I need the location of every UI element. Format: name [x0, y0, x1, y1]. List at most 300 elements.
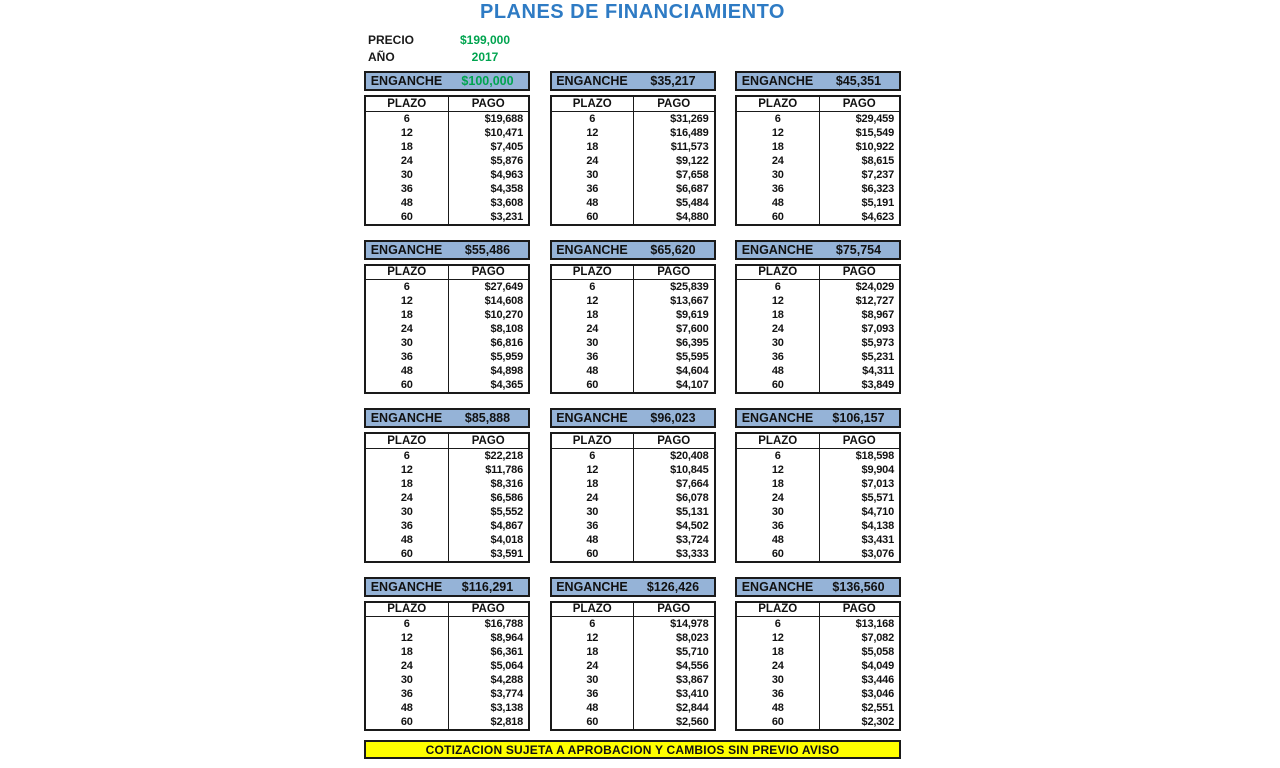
table-row [551, 294, 715, 308]
table-header-row [365, 265, 529, 280]
table-row [736, 168, 900, 182]
plazo-value: 18 [736, 477, 819, 491]
pago-column-header: PAGO [819, 96, 900, 111]
pago-value: $31,269 [670, 112, 709, 125]
enganche-label: ENGANCHE [741, 579, 814, 594]
plan-card [735, 577, 901, 732]
plazo-value: 12 [551, 463, 634, 477]
plazo-value: 24 [551, 659, 634, 673]
pago-value: $5,191 [861, 196, 894, 209]
plazo-value: 60 [365, 715, 448, 730]
plazo-value: 36 [736, 182, 819, 196]
enganche-header [735, 577, 901, 597]
plazo-value: 30 [551, 168, 634, 182]
table-row [551, 111, 715, 126]
plazo-value: 48 [736, 364, 819, 378]
pago-value: $5,231 [861, 351, 894, 363]
table-row [736, 126, 900, 140]
pago-value: $16,788 [484, 618, 523, 630]
pago-value: $3,410 [676, 688, 709, 700]
enganche-header [735, 240, 901, 260]
plazo-value: 24 [736, 154, 819, 168]
pago-value: $14,978 [670, 618, 709, 630]
plazo-value: 48 [365, 364, 448, 378]
pago-value: $13,667 [670, 295, 709, 307]
plazo-value: 18 [365, 308, 448, 322]
plazo-value: 12 [551, 126, 634, 140]
plazo-value: 6 [551, 111, 634, 126]
pago-value: $7,658 [676, 168, 709, 181]
plan-card [735, 71, 901, 226]
plazo-value: 60 [736, 547, 819, 562]
enganche-label: ENGANCHE [370, 411, 443, 425]
pago-value: $15,549 [855, 126, 894, 139]
table-row [736, 294, 900, 308]
pago-value: $6,361 [490, 646, 523, 658]
payment-table [550, 601, 716, 732]
plazo-column-header: PLAZO [365, 265, 448, 280]
payment-table [550, 264, 716, 395]
plan-card [550, 577, 716, 732]
table-row [736, 673, 900, 687]
pago-value: $25,839 [670, 281, 709, 293]
table-row [736, 140, 900, 154]
pago-value: $22,218 [484, 449, 523, 462]
table-header-row [736, 265, 900, 280]
pago-value: $2,551 [861, 702, 894, 714]
plazo-value: 12 [551, 631, 634, 645]
table-row [551, 350, 715, 364]
plazo-value: 30 [365, 505, 448, 519]
ano-row [368, 49, 530, 66]
plazo-value: 48 [551, 533, 634, 547]
plazo-value: 24 [365, 491, 448, 505]
table-row [365, 111, 529, 126]
plazo-value: 30 [736, 336, 819, 350]
table-row [736, 631, 900, 645]
table-row [551, 687, 715, 701]
plazo-value: 36 [551, 519, 634, 533]
plazo-value: 6 [736, 111, 819, 126]
pago-value: $6,395 [676, 337, 709, 349]
plazo-value: 60 [736, 210, 819, 225]
table-row [736, 463, 900, 477]
plazo-value: 36 [736, 350, 819, 364]
plazo-value: 36 [736, 519, 819, 533]
pago-value: $4,623 [861, 210, 894, 223]
plazo-value: 30 [736, 168, 819, 182]
pago-value: $6,323 [861, 182, 894, 195]
table-row [551, 322, 715, 336]
table-row [365, 505, 529, 519]
precio-value: $199,000 [459, 33, 511, 47]
pago-column-header: PAGO [448, 96, 529, 111]
plazo-value: 18 [736, 140, 819, 154]
plazo-value: 12 [736, 294, 819, 308]
plazo-value: 60 [551, 378, 634, 393]
pago-value: $5,876 [490, 154, 523, 167]
table-row [551, 645, 715, 659]
pago-value: $7,237 [861, 168, 894, 181]
pago-value: $5,064 [490, 660, 523, 672]
pago-value: $10,471 [484, 126, 523, 139]
pago-value: $4,867 [490, 519, 523, 532]
plazo-column-header: PLAZO [551, 602, 634, 617]
pago-value: $20,408 [670, 449, 709, 462]
pago-value: $19,688 [484, 112, 523, 125]
plazo-value: 30 [551, 336, 634, 350]
plazo-value: 30 [736, 673, 819, 687]
pago-value: $4,556 [676, 660, 709, 672]
table-row [736, 196, 900, 210]
table-header-row [365, 96, 529, 111]
enganche-header [550, 240, 716, 260]
plazo-value: 18 [736, 308, 819, 322]
pago-value: $5,973 [861, 337, 894, 349]
table-row [365, 547, 529, 562]
plazo-value: 60 [365, 547, 448, 562]
table-row [365, 463, 529, 477]
plazo-value: 36 [365, 687, 448, 701]
plazo-value: 24 [365, 659, 448, 673]
pago-value: $8,316 [490, 477, 523, 490]
plazo-value: 24 [551, 491, 634, 505]
enganche-value: $55,486 [464, 242, 511, 257]
pago-value: $3,724 [676, 533, 709, 546]
table-row [551, 505, 715, 519]
table-row [365, 210, 529, 225]
pago-value: $3,591 [490, 547, 523, 560]
enganche-value: $35,217 [650, 74, 696, 88]
pago-value: $7,600 [676, 323, 709, 335]
pago-column-header: PAGO [448, 433, 529, 448]
plazo-value: 48 [365, 533, 448, 547]
table-row [736, 519, 900, 533]
plazo-column-header: PLAZO [365, 602, 448, 617]
table-row [736, 491, 900, 505]
pago-value: $2,302 [861, 716, 894, 728]
table-row [365, 280, 529, 295]
table-row [365, 336, 529, 350]
enganche-header [364, 577, 530, 597]
plazo-value: 18 [551, 645, 634, 659]
table-row [551, 308, 715, 322]
pago-value: $3,231 [490, 210, 523, 223]
table-row [365, 154, 529, 168]
table-row [736, 154, 900, 168]
pago-value: $4,898 [490, 365, 523, 377]
plazo-value: 30 [365, 336, 448, 350]
table-row [365, 322, 529, 336]
plazo-value: 12 [736, 463, 819, 477]
pago-column-header: PAGO [634, 265, 715, 280]
table-row [736, 280, 900, 295]
table-row [736, 378, 900, 393]
plan-card [364, 577, 530, 732]
plazo-value: 60 [551, 715, 634, 730]
sheet-content [364, 0, 901, 768]
table-row [551, 126, 715, 140]
pago-value: $3,046 [861, 688, 894, 700]
table-row [551, 140, 715, 154]
pago-column-header: PAGO [819, 433, 900, 448]
pago-value: $3,333 [676, 547, 709, 560]
table-header-row [736, 96, 900, 111]
plazo-value: 36 [365, 182, 448, 196]
table-row [736, 477, 900, 491]
enganche-value: $65,620 [650, 242, 696, 257]
pago-value: $3,774 [490, 688, 523, 700]
pago-value: $4,502 [676, 519, 709, 532]
payment-table [550, 432, 716, 563]
pago-value: $4,018 [490, 533, 523, 546]
table-row [551, 477, 715, 491]
pago-value: $6,586 [490, 491, 523, 504]
plazo-value: 6 [736, 280, 819, 295]
payment-table [735, 95, 901, 226]
table-header-row [551, 265, 715, 280]
table-row [365, 378, 529, 393]
table-row [365, 701, 529, 715]
plazo-value: 18 [365, 645, 448, 659]
pago-value: $11,573 [670, 140, 709, 153]
plazo-value: 24 [551, 154, 634, 168]
table-row [736, 533, 900, 547]
plazo-value: 24 [551, 322, 634, 336]
plazo-value: 36 [736, 687, 819, 701]
pago-value: $7,082 [861, 632, 894, 644]
enganche-header [735, 408, 901, 428]
plazo-column-header: PLAZO [365, 96, 448, 111]
table-row [551, 280, 715, 295]
plazo-value: 30 [551, 505, 634, 519]
page-title: PLANES DE FINANCIAMIENTO [480, 1, 785, 23]
pago-value: $5,571 [861, 491, 894, 504]
plazo-column-header: PLAZO [365, 433, 448, 448]
plazo-value: 48 [365, 196, 448, 210]
pago-value: $27,649 [484, 281, 523, 293]
plazo-value: 6 [365, 280, 448, 295]
payment-table [364, 95, 530, 226]
table-row [365, 140, 529, 154]
table-row [736, 547, 900, 562]
plazo-value: 12 [736, 631, 819, 645]
payment-table [364, 432, 530, 563]
table-row [551, 168, 715, 182]
plazo-value: 36 [365, 350, 448, 364]
enganche-value: $45,351 [835, 74, 882, 88]
payment-table [550, 95, 716, 226]
enganche-value: $96,023 [650, 411, 696, 425]
enganche-value: $136,560 [832, 579, 885, 594]
table-row [365, 350, 529, 364]
table-row [365, 126, 529, 140]
table-row [551, 701, 715, 715]
table-row [551, 547, 715, 562]
enganche-label: ENGANCHE [741, 242, 814, 257]
table-row [736, 715, 900, 730]
table-row [551, 182, 715, 196]
pago-value: $4,311 [862, 365, 894, 377]
pago-value: $3,138 [490, 702, 523, 714]
table-row [365, 687, 529, 701]
payment-table [735, 264, 901, 395]
enganche-label: ENGANCHE [741, 74, 814, 88]
pago-value: $9,122 [676, 154, 709, 167]
enganche-value: $75,754 [835, 242, 882, 257]
plazo-value: 24 [365, 322, 448, 336]
table-row [365, 631, 529, 645]
plazo-value: 36 [551, 182, 634, 196]
table-row [551, 196, 715, 210]
enganche-header [550, 408, 716, 428]
plazo-value: 6 [551, 280, 634, 295]
table-row [365, 477, 529, 491]
table-row [551, 378, 715, 393]
enganche-label: ENGANCHE [370, 242, 443, 257]
plazo-value: 36 [365, 519, 448, 533]
table-row [736, 210, 900, 225]
pago-value: $5,710 [676, 646, 709, 658]
plan-card [735, 408, 901, 563]
pago-value: $29,459 [855, 112, 894, 125]
price-year-info [368, 32, 530, 66]
table-header-row [551, 433, 715, 448]
pago-value: $4,365 [490, 379, 523, 391]
pago-column-header: PAGO [819, 265, 900, 280]
table-row [551, 659, 715, 673]
pago-value: $4,604 [676, 365, 709, 377]
pago-column-header: PAGO [819, 602, 900, 617]
pago-value: $7,013 [861, 477, 894, 490]
enganche-header [364, 408, 530, 428]
pago-value: $2,844 [676, 702, 709, 714]
table-header-row [365, 433, 529, 448]
plazo-column-header: PLAZO [736, 602, 819, 617]
pago-value: $5,552 [490, 505, 523, 518]
pago-value: $5,131 [676, 505, 709, 518]
table-header-row [551, 96, 715, 111]
plazo-value: 12 [365, 294, 448, 308]
plan-card [735, 240, 901, 395]
table-row [551, 617, 715, 632]
table-row [551, 448, 715, 463]
pago-value: $18,598 [855, 449, 894, 462]
table-row [365, 294, 529, 308]
precio-label: PRECIO [368, 33, 415, 47]
pago-value: $3,446 [861, 674, 894, 686]
table-row [365, 645, 529, 659]
payment-table [364, 601, 530, 732]
table-row [736, 364, 900, 378]
plazo-column-header: PLAZO [551, 265, 634, 280]
plazo-value: 48 [551, 364, 634, 378]
plazo-value: 24 [736, 659, 819, 673]
pago-value: $5,959 [490, 351, 523, 363]
pago-value: $6,078 [676, 491, 709, 504]
pago-value: $11,786 [485, 463, 523, 476]
pago-value: $2,818 [490, 716, 523, 728]
plazo-value: 12 [736, 126, 819, 140]
table-row [365, 196, 529, 210]
pago-value: $4,107 [676, 379, 709, 391]
table-row [736, 701, 900, 715]
enganche-label: ENGANCHE [556, 579, 628, 594]
plazo-value: 48 [736, 196, 819, 210]
enganche-header [364, 240, 530, 260]
plazo-value: 30 [365, 168, 448, 182]
plazo-value: 6 [365, 448, 448, 463]
pago-value: $14,608 [484, 295, 523, 307]
plazo-value: 6 [551, 617, 634, 632]
enganche-value: $116,291 [461, 579, 514, 594]
table-row [736, 617, 900, 632]
precio-row [368, 32, 530, 49]
pago-value: $13,168 [855, 618, 894, 630]
enganche-label: ENGANCHE [370, 74, 443, 88]
table-row [736, 659, 900, 673]
table-row [551, 463, 715, 477]
table-row [736, 350, 900, 364]
table-row [365, 533, 529, 547]
pago-value: $8,023 [676, 632, 709, 644]
enganche-value: $100,000 [461, 74, 514, 88]
pago-value: $8,615 [861, 154, 894, 167]
enganche-header [735, 71, 901, 91]
pago-value: $4,358 [490, 182, 523, 195]
plazo-value: 36 [551, 687, 634, 701]
pago-value: $10,922 [855, 140, 894, 153]
pago-value: $24,029 [855, 281, 894, 293]
plan-card [550, 71, 716, 226]
enganche-header [550, 71, 716, 91]
plazo-value: 60 [551, 547, 634, 562]
enganche-value: $106,157 [832, 411, 885, 425]
enganche-label: ENGANCHE [370, 579, 443, 594]
pago-value: $4,963 [490, 168, 523, 181]
plazo-value: 30 [551, 673, 634, 687]
table-header-row [551, 602, 715, 617]
table-row [551, 631, 715, 645]
table-row [736, 505, 900, 519]
plazo-value: 24 [736, 322, 819, 336]
plazo-column-header: PLAZO [736, 265, 819, 280]
enganche-label: ENGANCHE [556, 242, 628, 257]
pago-column-header: PAGO [634, 602, 715, 617]
pago-value: $8,967 [861, 309, 894, 321]
pago-value: $4,710 [861, 505, 894, 518]
table-row [365, 673, 529, 687]
plazo-value: 18 [365, 140, 448, 154]
plan-card [364, 71, 530, 226]
table-row [365, 308, 529, 322]
table-header-row [736, 433, 900, 448]
enganche-value: $85,888 [464, 411, 511, 425]
plazo-value: 48 [365, 701, 448, 715]
pago-value: $9,904 [861, 463, 894, 476]
pago-value: $10,270 [484, 309, 523, 321]
table-row [365, 715, 529, 730]
plazo-value: 18 [365, 477, 448, 491]
plazo-value: 48 [551, 701, 634, 715]
table-row [365, 659, 529, 673]
table-row [736, 111, 900, 126]
table-row [736, 448, 900, 463]
plan-card [364, 408, 530, 563]
pago-value: $10,845 [670, 463, 709, 476]
enganche-label: ENGANCHE [556, 74, 628, 88]
table-row [736, 336, 900, 350]
